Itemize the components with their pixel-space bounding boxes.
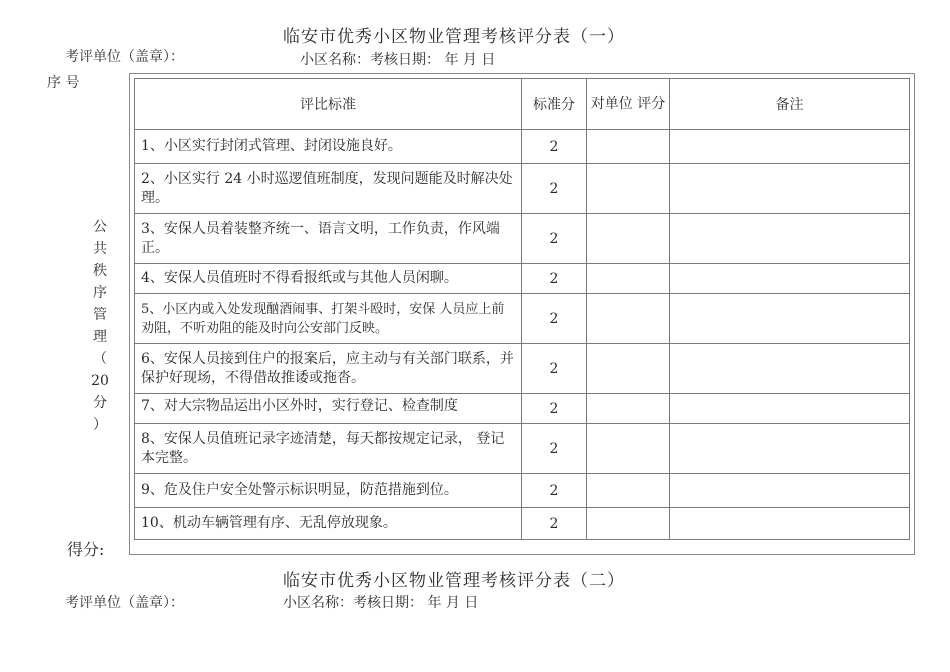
table2-title: 临安市优秀小区物业管理考核评分表（二） — [283, 571, 625, 591]
score-table — [134, 78, 910, 540]
category-char: 秩 — [93, 263, 107, 279]
row-standard: 3、安保人员着装整齐统一、语言文明，工作负责，作风端正。 — [135, 214, 522, 264]
table1-title: 临安市优秀小区物业管理考核评分表（一） — [283, 27, 625, 47]
row-standard-text: 7、对大宗物品运出小区外时，实行登记、检查制度 — [141, 398, 458, 414]
category-char: ） — [93, 417, 107, 433]
category-char: 理 — [93, 329, 107, 345]
table-row — [135, 394, 910, 424]
category-char: （ — [93, 351, 107, 367]
row-standard: 10、机动车辆管理有序、无乱停放现象。 — [135, 508, 522, 540]
row-remark-cell[interactable] — [670, 424, 910, 474]
row-remark-cell[interactable] — [670, 474, 910, 508]
row-unit-score-cell[interactable] — [587, 164, 670, 214]
header-standard: 评比标准 — [135, 79, 522, 130]
table-row — [135, 424, 910, 474]
row-standard — [135, 394, 522, 424]
total-score-label: 得分: — [67, 540, 105, 559]
row-remark-cell[interactable] — [670, 508, 910, 540]
category-char: 公 — [93, 219, 107, 235]
row-remark-cell[interactable] — [670, 394, 910, 424]
table-row — [135, 164, 910, 214]
category-char: 管 — [93, 307, 107, 323]
row-unit-score-cell[interactable] — [587, 508, 670, 540]
row-score: 2 — [522, 130, 587, 164]
row-remark-cell[interactable] — [670, 294, 910, 344]
row-standard: 2、小区实行 24 小时巡逻值班制度，发现问题能及时解决处理。 — [135, 164, 522, 214]
row-standard: 6、安保人员接到住户的报案后，应主动与有关部门联系，并保护好现场，不得借故推诿或拖沓。 — [135, 344, 522, 394]
row-unit-score-cell[interactable] — [587, 344, 670, 394]
row-score: 2 — [522, 474, 587, 508]
category-label — [88, 216, 112, 436]
row-remark-cell[interactable] — [670, 164, 910, 214]
row-standard: 1、小区实行封闭式管理、封闭设施良好。 — [135, 130, 522, 164]
community-date-line: 小区名称：考核日期： 年 月 日 — [300, 52, 496, 68]
header-score: 标准分 — [522, 79, 587, 130]
evaluator-unit-label-2: 考评单位（盖章）： — [65, 595, 184, 611]
row-score: 2 — [522, 294, 587, 344]
category-char: 共 — [93, 241, 107, 257]
table-row — [135, 294, 910, 344]
evaluator-unit-label: 考评单位（盖章）： — [65, 49, 184, 65]
row-unit-score-cell[interactable] — [587, 424, 670, 474]
row-remark-cell[interactable] — [670, 214, 910, 264]
row-score: 2 — [522, 344, 587, 394]
seq-label: 序 号 — [47, 75, 80, 91]
row-score: 2 — [522, 164, 587, 214]
row-unit-score-cell[interactable] — [587, 394, 670, 424]
category-char: 20 — [91, 373, 109, 389]
community-date-line-2: 小区名称：考核日期： 年 月 日 — [283, 595, 479, 611]
table-row — [135, 344, 910, 394]
table-row — [135, 474, 910, 508]
row-standard: 9、危及住户安全处警示标识明显，防范措施到位。 — [135, 474, 522, 508]
row-unit-score-cell[interactable] — [587, 264, 670, 294]
category-char: 序 — [93, 285, 107, 301]
row-score: 2 — [522, 394, 587, 424]
table-row — [135, 264, 910, 294]
table-row — [135, 214, 910, 264]
row-standard: 4、安保人员值班时不得看报纸或与其他人员闲聊。 — [135, 264, 522, 294]
table-row — [135, 508, 910, 540]
header-unit-score: 对单位 评分 — [587, 79, 670, 130]
row-remark-cell[interactable] — [670, 344, 910, 394]
table-row — [135, 130, 910, 164]
row-standard: 8、安保人员值班记录字迹清楚，每天都按规定记录， 登记本完整。 — [135, 424, 522, 474]
row-score: 2 — [522, 214, 587, 264]
row-remark-cell[interactable] — [670, 130, 910, 164]
row-unit-score-cell[interactable] — [587, 214, 670, 264]
row-score: 2 — [522, 264, 587, 294]
row-remark-cell[interactable] — [670, 264, 910, 294]
category-char: 分 — [93, 395, 107, 411]
row-score: 2 — [522, 424, 587, 474]
table-header-row — [135, 79, 910, 130]
row-unit-score-cell[interactable] — [587, 474, 670, 508]
row-unit-score-cell[interactable] — [587, 294, 670, 344]
row-unit-score-cell[interactable] — [587, 130, 670, 164]
row-score: 2 — [522, 508, 587, 540]
header-remark: 备注 — [670, 79, 910, 130]
row-standard: 5、小区内或入处发现酗酒闹事、打架斗殴时，安保 人员应上前劝阻，不听劝阻的能及时向公安部门反映。 — [135, 294, 522, 344]
